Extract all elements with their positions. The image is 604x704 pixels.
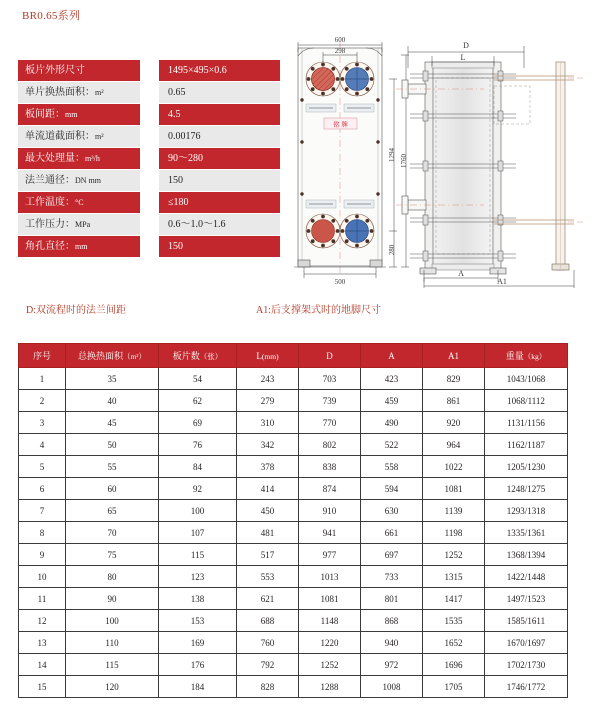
caption-d: D:双流程时的法兰间距	[26, 305, 126, 316]
table-row	[19, 456, 568, 478]
spec-label: 单片换热面积：m²	[18, 82, 140, 103]
table-cell: 1705	[423, 676, 485, 698]
table-cell: 792	[237, 654, 299, 676]
table-row	[19, 676, 568, 698]
table-row	[19, 478, 568, 500]
table-cell: 1422/1448	[485, 566, 568, 588]
table-cell: 11	[19, 588, 66, 610]
table-row	[19, 434, 568, 456]
table-cell: 123	[159, 566, 237, 588]
table-cell: 414	[237, 478, 299, 500]
table-cell: 115	[66, 654, 159, 676]
table-cell: 1535	[423, 610, 485, 632]
spec-value: 4.5	[159, 104, 280, 125]
table-cell: 2	[19, 390, 66, 412]
spec-value: 0.00176	[159, 126, 280, 147]
table-row	[19, 566, 568, 588]
column-header-unit: (mm)	[261, 351, 279, 361]
spec-value: 0.65	[159, 82, 280, 103]
table-cell: 940	[361, 632, 423, 654]
spec-label: 工作压力：MPa	[18, 214, 140, 235]
table-cell: 459	[361, 390, 423, 412]
table-row	[19, 610, 568, 632]
table-cell: 6	[19, 478, 66, 500]
table-cell: 14	[19, 654, 66, 676]
table-cell: 1248/1275	[485, 478, 568, 500]
table-cell: 110	[66, 632, 159, 654]
table-cell: 120	[66, 676, 159, 698]
table-cell: 55	[66, 456, 159, 478]
table-cell: 450	[237, 500, 299, 522]
table-cell: 1139	[423, 500, 485, 522]
spec-unit: DN mm	[75, 176, 101, 185]
table-row	[19, 544, 568, 566]
spec-unit: mm	[75, 242, 88, 251]
column-header: 板片数（张）	[159, 344, 237, 368]
spec-label: 法兰通径：DN mm	[18, 170, 140, 191]
dim-height-bottom: 280	[388, 244, 396, 256]
table-cell: 517	[237, 544, 299, 566]
table-header-row	[19, 344, 568, 368]
spec-unit: m²	[95, 88, 104, 97]
model-dimension-table	[18, 343, 568, 698]
table-cell: 54	[159, 368, 237, 390]
table-cell: 861	[423, 390, 485, 412]
table-cell: 9	[19, 544, 66, 566]
table-cell: 1288	[299, 676, 361, 698]
table-cell: 115	[159, 544, 237, 566]
table-cell: 801	[361, 588, 423, 610]
table-cell: 70	[66, 522, 159, 544]
dim-width-outer: 600	[334, 36, 346, 44]
table-cell: 84	[159, 456, 237, 478]
table-row	[19, 368, 568, 390]
table-row	[19, 632, 568, 654]
table-cell: 1368/1394	[485, 544, 568, 566]
spec-value: 150	[159, 170, 280, 191]
table-cell: 1	[19, 368, 66, 390]
table-cell: 65	[66, 500, 159, 522]
table-cell: 558	[361, 456, 423, 478]
table-cell: 40	[66, 390, 159, 412]
table-cell: 553	[237, 566, 299, 588]
table-cell: 10	[19, 566, 66, 588]
dim-a: A	[458, 269, 464, 278]
table-cell: 1670/1697	[485, 632, 568, 654]
table-cell: 1696	[423, 654, 485, 676]
table-cell: 100	[66, 610, 159, 632]
spec-row	[18, 236, 280, 257]
table-cell: 62	[159, 390, 237, 412]
spec-label: 工作温度：°C	[18, 192, 140, 213]
column-header: L(mm)	[237, 344, 299, 368]
table-cell: 342	[237, 434, 299, 456]
specification-table	[18, 60, 280, 258]
table-cell: 1315	[423, 566, 485, 588]
table-cell: 760	[237, 632, 299, 654]
table-row	[19, 588, 568, 610]
spec-row	[18, 60, 280, 81]
table-cell: 310	[237, 412, 299, 434]
table-cell: 1220	[299, 632, 361, 654]
table-cell: 1013	[299, 566, 361, 588]
column-header: A1	[423, 344, 485, 368]
spec-row	[18, 82, 280, 103]
spec-unit: MPa	[75, 220, 91, 229]
table-cell: 920	[423, 412, 485, 434]
spec-unit: mm	[65, 110, 78, 119]
table-cell: 1022	[423, 456, 485, 478]
column-header: 总换热面积（m²）	[66, 344, 159, 368]
table-cell: 522	[361, 434, 423, 456]
table-cell: 169	[159, 632, 237, 654]
table-cell: 15	[19, 676, 66, 698]
table-cell: 107	[159, 522, 237, 544]
spec-row	[18, 192, 280, 213]
column-header-unit: （张）	[199, 352, 223, 361]
spec-value: 1495×495×0.6	[159, 60, 280, 81]
column-header: D	[299, 344, 361, 368]
table-cell: 378	[237, 456, 299, 478]
table-cell: 941	[299, 522, 361, 544]
table-cell: 423	[361, 368, 423, 390]
table-cell: 697	[361, 544, 423, 566]
table-cell: 69	[159, 412, 237, 434]
table-cell: 176	[159, 654, 237, 676]
table-cell: 1162/1187	[485, 434, 568, 456]
table-cell: 4	[19, 434, 66, 456]
spec-row	[18, 104, 280, 125]
table-cell: 910	[299, 500, 361, 522]
table-body	[19, 368, 568, 698]
table-row	[19, 412, 568, 434]
spec-unit: °C	[75, 198, 84, 207]
table-cell: 703	[299, 368, 361, 390]
table-cell: 1148	[299, 610, 361, 632]
column-header: 序号	[19, 344, 66, 368]
table-cell: 1702/1730	[485, 654, 568, 676]
table-cell: 733	[361, 566, 423, 588]
table-cell: 90	[66, 588, 159, 610]
spec-value: 90～280	[159, 148, 280, 169]
table-cell: 1043/1068	[485, 368, 568, 390]
spec-value: 0.6～1.0～1.6	[159, 214, 280, 235]
table-cell: 3	[19, 412, 66, 434]
table-cell: 1293/1318	[485, 500, 568, 522]
spec-row	[18, 170, 280, 191]
spec-value: ≤180	[159, 192, 280, 213]
table-cell: 243	[237, 368, 299, 390]
table-cell: 1081	[423, 478, 485, 500]
table-cell: 138	[159, 588, 237, 610]
table-cell: 1081	[299, 588, 361, 610]
table-cell: 45	[66, 412, 159, 434]
table-cell: 1652	[423, 632, 485, 654]
table-cell: 1131/1156	[485, 412, 568, 434]
table-cell: 8	[19, 522, 66, 544]
table-cell: 630	[361, 500, 423, 522]
dim-width-ports: 298	[334, 47, 346, 55]
column-header: A	[361, 344, 423, 368]
svg-text:铭 牌: 铭 牌	[333, 121, 348, 129]
table-cell: 80	[66, 566, 159, 588]
table-cell: 1746/1772	[485, 676, 568, 698]
table-cell: 13	[19, 632, 66, 654]
table-cell: 1205/1230	[485, 456, 568, 478]
table-cell: 76	[159, 434, 237, 456]
spec-row	[18, 214, 280, 235]
column-header: 重量（kg）	[485, 344, 568, 368]
column-header-unit: （m²）	[122, 352, 147, 361]
table-cell: 972	[361, 654, 423, 676]
technical-drawing	[284, 22, 602, 290]
spec-unit: m²	[95, 132, 104, 141]
table-cell: 7	[19, 500, 66, 522]
dim-height-ports: 1294	[388, 148, 396, 162]
table-cell: 1497/1523	[485, 588, 568, 610]
table-cell: 60	[66, 478, 159, 500]
table-cell: 838	[299, 456, 361, 478]
table-cell: 75	[66, 544, 159, 566]
table-cell: 153	[159, 610, 237, 632]
spec-value: 150	[159, 236, 280, 257]
table-cell: 1198	[423, 522, 485, 544]
table-cell: 977	[299, 544, 361, 566]
table-cell: 279	[237, 390, 299, 412]
spec-row	[18, 148, 280, 169]
column-header-unit: （kg）	[523, 352, 547, 361]
table-cell: 1008	[361, 676, 423, 698]
table-cell: 184	[159, 676, 237, 698]
table-cell: 874	[299, 478, 361, 500]
table-cell: 481	[237, 522, 299, 544]
caption-a1: A1:后支撑架式时的地脚尺寸	[256, 305, 381, 316]
table-cell: 770	[299, 412, 361, 434]
spec-label: 板间距：mm	[18, 104, 140, 125]
table-cell: 92	[159, 478, 237, 500]
table-row	[19, 500, 568, 522]
table-row	[19, 390, 568, 412]
spec-row	[18, 126, 280, 147]
dim-l: L	[460, 53, 466, 62]
table-cell: 5	[19, 456, 66, 478]
spec-label: 单流道截面积：m²	[18, 126, 140, 147]
table-cell: 661	[361, 522, 423, 544]
table-cell: 1585/1611	[485, 610, 568, 632]
spec-label: 最大处理量：m³/h	[18, 148, 140, 169]
table-cell: 490	[361, 412, 423, 434]
table-cell: 739	[299, 390, 361, 412]
table-cell: 35	[66, 368, 159, 390]
table-cell: 868	[361, 610, 423, 632]
table-cell: 1417	[423, 588, 485, 610]
table-cell: 50	[66, 434, 159, 456]
spec-unit: m³/h	[85, 154, 100, 163]
table-cell: 12	[19, 610, 66, 632]
dim-width-feet: 500	[334, 278, 346, 286]
table-cell: 829	[423, 368, 485, 390]
table-cell: 1335/1361	[485, 522, 568, 544]
spec-label: 板片外形尺寸	[18, 60, 140, 81]
table-cell: 594	[361, 478, 423, 500]
table-cell: 964	[423, 434, 485, 456]
table-cell: 1068/1112	[485, 390, 568, 412]
dim-height-total: 1760	[400, 154, 408, 168]
dim-d: D	[463, 41, 469, 50]
table-cell: 100	[159, 500, 237, 522]
page-title: BR0.65系列	[22, 10, 81, 22]
table-cell: 688	[237, 610, 299, 632]
table-cell: 621	[237, 588, 299, 610]
table-row	[19, 654, 568, 676]
table-cell: 828	[237, 676, 299, 698]
spec-label: 角孔直径：mm	[18, 236, 140, 257]
dim-a1: A1	[497, 277, 507, 286]
table-cell: 1252	[299, 654, 361, 676]
table-row	[19, 522, 568, 544]
table-cell: 802	[299, 434, 361, 456]
table-cell: 1252	[423, 544, 485, 566]
